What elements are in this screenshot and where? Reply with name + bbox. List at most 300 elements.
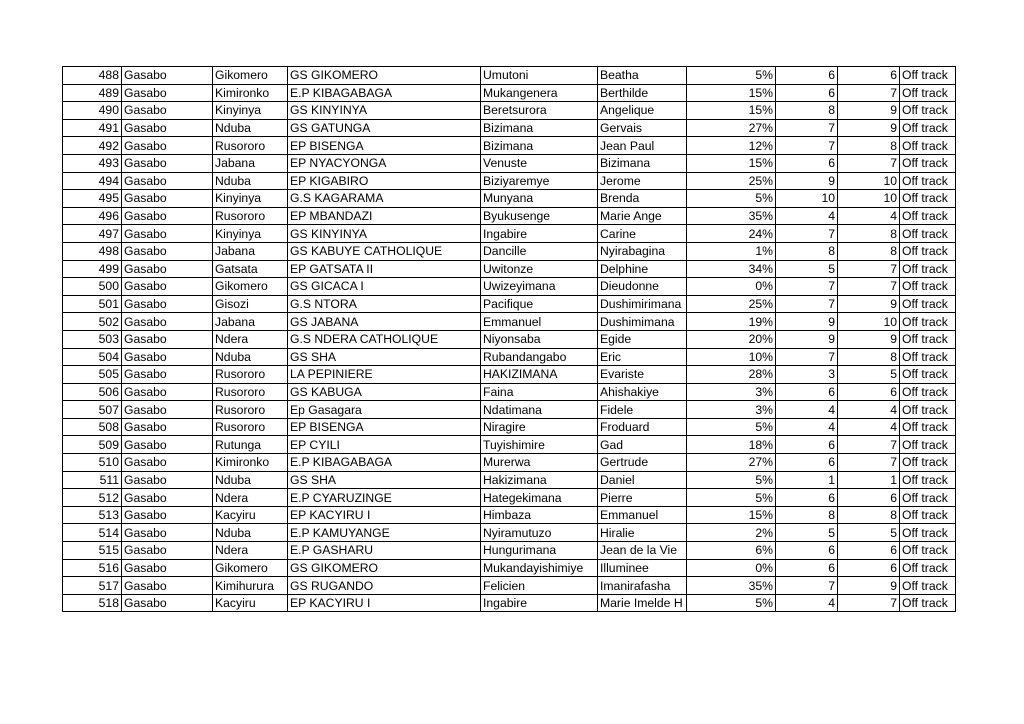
cell-district: Gasabo: [122, 172, 213, 190]
cell-percentage: 35%: [687, 207, 776, 225]
table-row: [63, 401, 956, 419]
cell-sector: Jabana: [213, 313, 288, 331]
table-row: [63, 67, 956, 85]
cell-row-number: 509: [63, 436, 122, 454]
cell-school: EP BISENGA: [288, 418, 481, 436]
cell-status: Off track: [900, 190, 956, 208]
cell-score-a: 7: [776, 137, 838, 155]
table-row: [63, 260, 956, 278]
cell-score-b: 5: [838, 366, 900, 384]
cell-percentage: 19%: [687, 313, 776, 331]
cell-score-b: 4: [838, 207, 900, 225]
cell-district: Gasabo: [122, 366, 213, 384]
table-row: [63, 190, 956, 208]
cell-last-name: Mukandayishimiye: [481, 559, 598, 577]
cell-percentage: 28%: [687, 366, 776, 384]
cell-row-number: 489: [63, 84, 122, 102]
cell-score-a: 8: [776, 506, 838, 524]
cell-status: Off track: [900, 436, 956, 454]
cell-district: Gasabo: [122, 506, 213, 524]
cell-last-name: Niragire: [481, 418, 598, 436]
cell-score-b: 9: [838, 119, 900, 137]
cell-status: Off track: [900, 506, 956, 524]
table-row: [63, 348, 956, 366]
cell-sector: Kinyinya: [213, 190, 288, 208]
cell-first-name: Evariste: [598, 366, 687, 384]
cell-school: EP KACYIRU I: [288, 506, 481, 524]
cell-school: GS SHA: [288, 471, 481, 489]
cell-score-b: 6: [838, 383, 900, 401]
cell-last-name: Umutoni: [481, 67, 598, 85]
table-row: [63, 559, 956, 577]
cell-district: Gasabo: [122, 559, 213, 577]
cell-sector: Gikomero: [213, 278, 288, 296]
cell-status: Off track: [900, 260, 956, 278]
cell-school: Ep Gasagara: [288, 401, 481, 419]
cell-sector: Rusororo: [213, 418, 288, 436]
cell-score-a: 7: [776, 119, 838, 137]
cell-district: Gasabo: [122, 418, 213, 436]
cell-percentage: 3%: [687, 401, 776, 419]
cell-first-name: Jean de la Vie: [598, 542, 687, 560]
cell-row-number: 516: [63, 559, 122, 577]
cell-last-name: Mukangenera: [481, 84, 598, 102]
cell-sector: Jabana: [213, 154, 288, 172]
table-row: [63, 172, 956, 190]
cell-score-a: 6: [776, 542, 838, 560]
cell-row-number: 499: [63, 260, 122, 278]
cell-percentage: 6%: [687, 542, 776, 560]
cell-sector: Gikomero: [213, 559, 288, 577]
cell-district: Gasabo: [122, 207, 213, 225]
cell-first-name: Gad: [598, 436, 687, 454]
cell-row-number: 501: [63, 295, 122, 313]
cell-score-a: 9: [776, 330, 838, 348]
cell-school: EP KIGABIRO: [288, 172, 481, 190]
cell-status: Off track: [900, 137, 956, 155]
cell-district: Gasabo: [122, 242, 213, 260]
cell-row-number: 514: [63, 524, 122, 542]
cell-district: Gasabo: [122, 190, 213, 208]
cell-school: GS KABUYE CATHOLIQUE: [288, 242, 481, 260]
cell-percentage: 15%: [687, 102, 776, 120]
cell-last-name: Uwizeyimana: [481, 278, 598, 296]
table-row: [63, 454, 956, 472]
cell-last-name: Rubandangabo: [481, 348, 598, 366]
cell-score-b: 8: [838, 506, 900, 524]
cell-score-a: 9: [776, 313, 838, 331]
cell-percentage: 34%: [687, 260, 776, 278]
cell-score-b: 9: [838, 102, 900, 120]
cell-first-name: Emmanuel: [598, 506, 687, 524]
cell-row-number: 506: [63, 383, 122, 401]
table-row: [63, 594, 956, 612]
cell-district: Gasabo: [122, 295, 213, 313]
cell-score-a: 4: [776, 401, 838, 419]
cell-status: Off track: [900, 401, 956, 419]
cell-score-b: 10: [838, 190, 900, 208]
table-row: [63, 154, 956, 172]
cell-status: Off track: [900, 225, 956, 243]
cell-percentage: 35%: [687, 577, 776, 595]
cell-status: Off track: [900, 330, 956, 348]
table-row: [63, 577, 956, 595]
cell-score-a: 7: [776, 577, 838, 595]
cell-sector: Ndera: [213, 330, 288, 348]
cell-percentage: 5%: [687, 67, 776, 85]
cell-row-number: 492: [63, 137, 122, 155]
cell-score-a: 6: [776, 67, 838, 85]
cell-percentage: 18%: [687, 436, 776, 454]
cell-score-b: 7: [838, 594, 900, 612]
cell-status: Off track: [900, 84, 956, 102]
cell-score-a: 6: [776, 454, 838, 472]
cell-sector: Gisozi: [213, 295, 288, 313]
cell-sector: Kinyinya: [213, 225, 288, 243]
cell-school: GS GICACA I: [288, 278, 481, 296]
cell-last-name: Byukusenge: [481, 207, 598, 225]
cell-first-name: Pierre: [598, 489, 687, 507]
cell-last-name: Faina: [481, 383, 598, 401]
cell-status: Off track: [900, 102, 956, 120]
cell-school: EP BISENGA: [288, 137, 481, 155]
cell-score-a: 7: [776, 348, 838, 366]
cell-percentage: 15%: [687, 154, 776, 172]
cell-percentage: 0%: [687, 278, 776, 296]
cell-sector: Rusororo: [213, 207, 288, 225]
cell-school: GS KABUGA: [288, 383, 481, 401]
cell-row-number: 502: [63, 313, 122, 331]
cell-percentage: 25%: [687, 172, 776, 190]
cell-row-number: 498: [63, 242, 122, 260]
cell-first-name: Marie Imelde H: [598, 594, 687, 612]
cell-score-a: 6: [776, 489, 838, 507]
cell-row-number: 488: [63, 67, 122, 85]
cell-score-a: 6: [776, 436, 838, 454]
cell-score-b: 1: [838, 471, 900, 489]
cell-first-name: Jerome: [598, 172, 687, 190]
cell-sector: Kacyiru: [213, 506, 288, 524]
cell-first-name: Brenda: [598, 190, 687, 208]
cell-last-name: Ndatimana: [481, 401, 598, 419]
cell-last-name: Felicien: [481, 577, 598, 595]
cell-score-b: 7: [838, 436, 900, 454]
cell-score-b: 9: [838, 295, 900, 313]
cell-first-name: Illuminee: [598, 559, 687, 577]
cell-school: GS SHA: [288, 348, 481, 366]
cell-score-b: 5: [838, 524, 900, 542]
cell-last-name: Ingabire: [481, 225, 598, 243]
cell-status: Off track: [900, 418, 956, 436]
cell-sector: Kimironko: [213, 454, 288, 472]
cell-last-name: Uwitonze: [481, 260, 598, 278]
cell-percentage: 1%: [687, 242, 776, 260]
cell-school: GS GATUNGA: [288, 119, 481, 137]
cell-percentage: 25%: [687, 295, 776, 313]
cell-district: Gasabo: [122, 383, 213, 401]
cell-district: Gasabo: [122, 225, 213, 243]
cell-first-name: Imanirafasha: [598, 577, 687, 595]
cell-status: Off track: [900, 278, 956, 296]
table-row: [63, 366, 956, 384]
cell-district: Gasabo: [122, 330, 213, 348]
cell-sector: Kimihurura: [213, 577, 288, 595]
table-row: [63, 524, 956, 542]
cell-first-name: Gervais: [598, 119, 687, 137]
table-row: [63, 471, 956, 489]
cell-row-number: 517: [63, 577, 122, 595]
cell-row-number: 500: [63, 278, 122, 296]
cell-last-name: Beretsurora: [481, 102, 598, 120]
cell-percentage: 12%: [687, 137, 776, 155]
table-row: [63, 330, 956, 348]
cell-last-name: Biziyaremye: [481, 172, 598, 190]
cell-district: Gasabo: [122, 119, 213, 137]
table-row: [63, 278, 956, 296]
cell-score-a: 4: [776, 418, 838, 436]
cell-score-b: 6: [838, 559, 900, 577]
cell-row-number: 504: [63, 348, 122, 366]
cell-score-a: 10: [776, 190, 838, 208]
cell-status: Off track: [900, 454, 956, 472]
cell-school: EP KACYIRU I: [288, 594, 481, 612]
cell-row-number: 515: [63, 542, 122, 560]
cell-status: Off track: [900, 295, 956, 313]
cell-percentage: 5%: [687, 418, 776, 436]
table-row: [63, 137, 956, 155]
table-row: [63, 207, 956, 225]
cell-school: GS KINYINYA: [288, 102, 481, 120]
cell-percentage: 20%: [687, 330, 776, 348]
cell-district: Gasabo: [122, 489, 213, 507]
cell-score-a: 7: [776, 225, 838, 243]
cell-school: E.P GASHARU: [288, 542, 481, 560]
cell-score-b: 4: [838, 418, 900, 436]
cell-percentage: 10%: [687, 348, 776, 366]
cell-status: Off track: [900, 471, 956, 489]
cell-row-number: 511: [63, 471, 122, 489]
cell-first-name: Berthilde: [598, 84, 687, 102]
cell-sector: Nduba: [213, 119, 288, 137]
cell-score-a: 8: [776, 242, 838, 260]
cell-district: Gasabo: [122, 67, 213, 85]
cell-percentage: 24%: [687, 225, 776, 243]
cell-first-name: Ahishakiye: [598, 383, 687, 401]
cell-last-name: Venuste: [481, 154, 598, 172]
cell-score-b: 7: [838, 84, 900, 102]
cell-score-b: 9: [838, 577, 900, 595]
cell-sector: Nduba: [213, 524, 288, 542]
cell-first-name: Carine: [598, 225, 687, 243]
cell-sector: Gikomero: [213, 67, 288, 85]
cell-row-number: 490: [63, 102, 122, 120]
cell-row-number: 497: [63, 225, 122, 243]
cell-sector: Rusororo: [213, 366, 288, 384]
cell-last-name: Tuyishimire: [481, 436, 598, 454]
cell-percentage: 27%: [687, 119, 776, 137]
cell-last-name: HAKIZIMANA: [481, 366, 598, 384]
cell-school: EP GATSATA II: [288, 260, 481, 278]
cell-last-name: Dancille: [481, 242, 598, 260]
cell-sector: Rusororo: [213, 137, 288, 155]
cell-score-b: 6: [838, 67, 900, 85]
cell-school: G.S KAGARAMA: [288, 190, 481, 208]
cell-score-a: 6: [776, 154, 838, 172]
cell-district: Gasabo: [122, 137, 213, 155]
cell-row-number: 496: [63, 207, 122, 225]
cell-status: Off track: [900, 383, 956, 401]
cell-row-number: 513: [63, 506, 122, 524]
cell-status: Off track: [900, 242, 956, 260]
cell-percentage: 5%: [687, 489, 776, 507]
cell-sector: Rusororo: [213, 401, 288, 419]
table-row: [63, 313, 956, 331]
cell-percentage: 5%: [687, 190, 776, 208]
cell-district: Gasabo: [122, 278, 213, 296]
cell-score-b: 6: [838, 542, 900, 560]
cell-status: Off track: [900, 119, 956, 137]
cell-school: GS GIKOMERO: [288, 559, 481, 577]
cell-school: E.P KIBAGABAGA: [288, 454, 481, 472]
cell-score-a: 1: [776, 471, 838, 489]
cell-school: GS GIKOMERO: [288, 67, 481, 85]
cell-row-number: 508: [63, 418, 122, 436]
cell-school: GS RUGANDO: [288, 577, 481, 595]
cell-sector: Kimironko: [213, 84, 288, 102]
cell-score-a: 8: [776, 102, 838, 120]
table-row: [63, 383, 956, 401]
cell-sector: Rusororo: [213, 383, 288, 401]
cell-status: Off track: [900, 154, 956, 172]
cell-percentage: 15%: [687, 84, 776, 102]
cell-percentage: 5%: [687, 594, 776, 612]
table-row: [63, 84, 956, 102]
cell-score-a: 9: [776, 172, 838, 190]
cell-last-name: Munyana: [481, 190, 598, 208]
table-row: [63, 418, 956, 436]
table-body: [63, 67, 956, 612]
cell-district: Gasabo: [122, 524, 213, 542]
cell-district: Gasabo: [122, 454, 213, 472]
cell-score-a: 6: [776, 84, 838, 102]
cell-score-a: 7: [776, 278, 838, 296]
cell-score-b: 4: [838, 401, 900, 419]
cell-district: Gasabo: [122, 348, 213, 366]
cell-score-b: 10: [838, 313, 900, 331]
table-row: [63, 489, 956, 507]
cell-district: Gasabo: [122, 436, 213, 454]
cell-row-number: 495: [63, 190, 122, 208]
cell-status: Off track: [900, 366, 956, 384]
cell-district: Gasabo: [122, 577, 213, 595]
cell-first-name: Nyirabagina: [598, 242, 687, 260]
cell-sector: Ndera: [213, 542, 288, 560]
cell-row-number: 494: [63, 172, 122, 190]
cell-district: Gasabo: [122, 313, 213, 331]
cell-district: Gasabo: [122, 84, 213, 102]
cell-first-name: Eric: [598, 348, 687, 366]
table-row: [63, 225, 956, 243]
cell-score-a: 5: [776, 260, 838, 278]
cell-score-a: 4: [776, 207, 838, 225]
cell-row-number: 505: [63, 366, 122, 384]
cell-sector: Nduba: [213, 348, 288, 366]
cell-district: Gasabo: [122, 471, 213, 489]
table-row: [63, 506, 956, 524]
cell-sector: Ndera: [213, 489, 288, 507]
cell-status: Off track: [900, 577, 956, 595]
cell-score-b: 7: [838, 260, 900, 278]
cell-row-number: 507: [63, 401, 122, 419]
cell-school: EP NYACYONGA: [288, 154, 481, 172]
cell-status: Off track: [900, 348, 956, 366]
cell-percentage: 3%: [687, 383, 776, 401]
cell-last-name: Hungurimana: [481, 542, 598, 560]
cell-school: EP CYILI: [288, 436, 481, 454]
cell-school: E.P CYARUZINGE: [288, 489, 481, 507]
cell-first-name: Beatha: [598, 67, 687, 85]
cell-score-a: 3: [776, 366, 838, 384]
cell-district: Gasabo: [122, 154, 213, 172]
cell-school: GS KINYINYA: [288, 225, 481, 243]
cell-first-name: Daniel: [598, 471, 687, 489]
cell-status: Off track: [900, 542, 956, 560]
table-row: [63, 102, 956, 120]
cell-percentage: 0%: [687, 559, 776, 577]
cell-score-b: 6: [838, 489, 900, 507]
cell-first-name: Dieudonne: [598, 278, 687, 296]
cell-row-number: 493: [63, 154, 122, 172]
cell-sector: Rutunga: [213, 436, 288, 454]
cell-district: Gasabo: [122, 542, 213, 560]
table-row: [63, 542, 956, 560]
cell-score-b: 9: [838, 330, 900, 348]
cell-sector: Nduba: [213, 172, 288, 190]
cell-last-name: Niyonsaba: [481, 330, 598, 348]
cell-first-name: Jean Paul: [598, 137, 687, 155]
cell-school: LA PEPINIERE: [288, 366, 481, 384]
cell-last-name: Pacifique: [481, 295, 598, 313]
cell-school: E.P KAMUYANGE: [288, 524, 481, 542]
cell-sector: Nduba: [213, 471, 288, 489]
cell-sector: Kinyinya: [213, 102, 288, 120]
cell-status: Off track: [900, 559, 956, 577]
cell-percentage: 2%: [687, 524, 776, 542]
cell-status: Off track: [900, 594, 956, 612]
cell-status: Off track: [900, 172, 956, 190]
cell-first-name: Dushimimana: [598, 313, 687, 331]
cell-status: Off track: [900, 524, 956, 542]
cell-row-number: 518: [63, 594, 122, 612]
cell-last-name: Nyiramutuzo: [481, 524, 598, 542]
cell-row-number: 491: [63, 119, 122, 137]
cell-district: Gasabo: [122, 594, 213, 612]
cell-percentage: 15%: [687, 506, 776, 524]
cell-last-name: Ingabire: [481, 594, 598, 612]
cell-district: Gasabo: [122, 102, 213, 120]
cell-row-number: 512: [63, 489, 122, 507]
cell-sector: Kacyiru: [213, 594, 288, 612]
cell-first-name: Delphine: [598, 260, 687, 278]
cell-school: EP MBANDAZI: [288, 207, 481, 225]
cell-last-name: Emmanuel: [481, 313, 598, 331]
cell-district: Gasabo: [122, 260, 213, 278]
cell-first-name: Marie Ange: [598, 207, 687, 225]
cell-percentage: 27%: [687, 454, 776, 472]
cell-school: G.S NDERA CATHOLIQUE: [288, 330, 481, 348]
table-row: [63, 119, 956, 137]
cell-row-number: 503: [63, 330, 122, 348]
